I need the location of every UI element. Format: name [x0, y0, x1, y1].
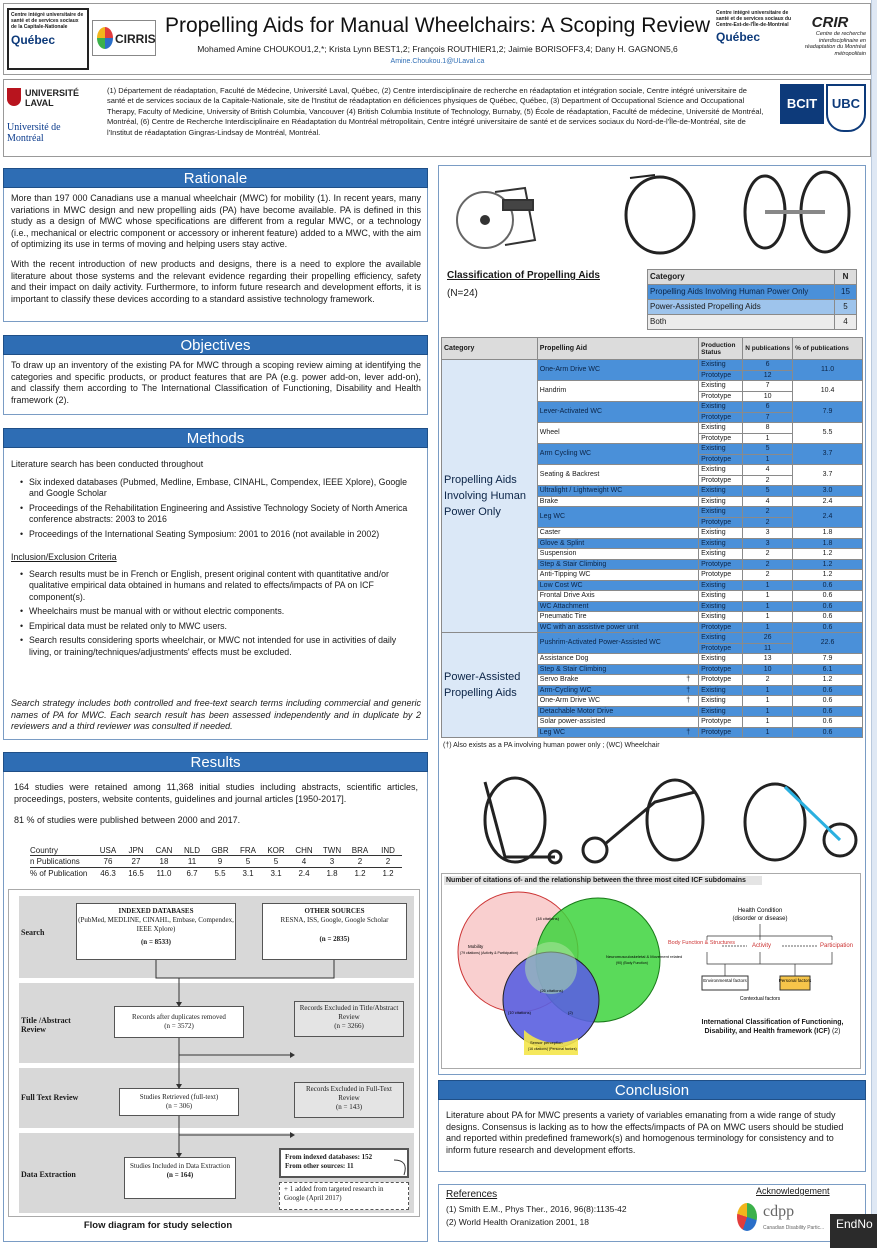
aid-cell: WC with an assistive power unit [537, 622, 698, 633]
window-edge [871, 0, 877, 1214]
n-cell: 12 [743, 370, 793, 381]
logo-laval: UNIVERSITÉ LAVAL [7, 86, 77, 112]
n-cell: 7 [743, 381, 793, 392]
status-cell: Prototype [699, 370, 743, 381]
country-cell: 1.8 [326, 869, 338, 878]
n-cell: 1 [743, 727, 793, 738]
endnote-taskbar-button[interactable]: EndNo [830, 1214, 877, 1248]
n-cell: 2 [743, 570, 793, 581]
criteria-list [11, 569, 416, 659]
lever-drive-wheels-icon [745, 172, 849, 252]
country-row-label: n Publications [30, 857, 80, 866]
rationale-p1: More than 197 000 Canadians use a manual wheelchair (MWC) for mobility (1). In recent years, many variations in MWC design and new propelling aids (PA) have become available. PA is defined in this study as a design of MWC whose specifications are different from a regular MWC, or a technology (i.e., mechanical or electric component or accessory or inherent feature) added to a MWC, with the aim of optimizing its use in terms of moving and helping users stay active. [11, 193, 421, 249]
pct-cell: 3.7 [793, 444, 863, 465]
n-cell: 7 [743, 412, 793, 423]
references-title: References [446, 1189, 498, 1200]
n-cell: 5 [743, 444, 793, 455]
poster-title: Propelling Aids for Manual Wheelchairs: A Scoping Review [164, 14, 711, 37]
aid-cell: Caster [537, 528, 698, 539]
logo-montreal: Université de Montréal [7, 122, 61, 144]
wheelchair-photos-middle [445, 762, 860, 870]
flow-caption: Flow diagram for study selection [83, 1220, 233, 1231]
svg-text:Health Condition: Health Condition [737, 908, 783, 914]
source-item: • Six indexed databases (Pubmed, Medline, Embase, CINAHL, Compendex, IEEE Xplore), Google and Google Scholar [19, 477, 416, 500]
aid-cell: Suspension [537, 549, 698, 560]
country-cell: USA [99, 846, 117, 855]
svg-text:(26 citations): (26 citations) [540, 988, 563, 993]
logo-cirris: CIRRIS [92, 20, 156, 56]
n-cell: 1 [743, 717, 793, 728]
status-cell: Prototype [699, 727, 743, 738]
conclusion-text: Literature about PA for MWC presents a variety of variables emanating from a wide range of study designs. Consensus is lacking as to how the effects/impacts of PA on MWC users should be studied and reported within predefined framework(s) and homogenous terminology for consistency and to inform future research and development efforts. [446, 1110, 844, 1155]
country-cell: 4 [301, 857, 307, 866]
status-cell: Existing [699, 496, 743, 507]
affiliations-text: (1) Département de réadaptation, Faculté de Médecine, Université Laval, Québec, (2) Centre interdisciplinaire de recherche en réadaptation et intégration sociale, Centre intégré universitaire de santé et de services sociaux de la Capitale-Nationale, site de l'Institut de réadaptation en déficiences physiques de Québec, Québec, (3) Department of Occupational Science and Occupational Therapy, Faculty of Medicine, University of British Columbia, Vancouver (4) British Columbia Institute of Technology, Burnaby, (5) École de réadaptation, Faculté de médecine, Université de Montréal, Montréal, (6) Centre de Recherche Interdisciplinaire en Réadaptation du Montréal métropolitain, Centre intégré universitaire de santé et de services sociaux du Nord-de-l'Île-de-Montréal, site de l'Institut de réadaptation Gingras-Lindsay de Montréal, Montréal. [107, 86, 764, 137]
svg-text:(90) (Body Function): (90) (Body Function) [616, 961, 648, 965]
n-cell: 1 [743, 685, 793, 696]
results-p2: 81 % of studies were published between 2000 and 2017. [14, 815, 241, 825]
n-cell: 1 [743, 696, 793, 707]
criteria-title: Inclusion/Exclusion Criteria [11, 552, 117, 562]
n-cell: 1 [743, 591, 793, 602]
flow-arrows [9, 890, 421, 1218]
aid-cell: Low Cost WC [537, 580, 698, 591]
status-cell: Existing [699, 654, 743, 665]
aid-cell: Leg WC [537, 507, 698, 528]
pct-cell: 0.6 [793, 685, 863, 696]
classification-n: (N=24) [447, 288, 478, 299]
pct-cell: 1.8 [793, 538, 863, 549]
aid-cell: Step & Stair Climbing [537, 559, 698, 570]
country-cell: 3 [329, 857, 335, 866]
aid-cell: One-Arm Drive WC [537, 360, 698, 381]
country-cell: 2 [357, 857, 363, 866]
aid-cell: Handrim [537, 381, 698, 402]
methods-intro: Literature search has been conducted throughout [11, 459, 204, 469]
status-cell: Prototype [699, 675, 743, 686]
country-cell: 2 [385, 857, 391, 866]
logo-bcit: BCIT [780, 84, 824, 124]
country-cell: NLD [183, 846, 200, 855]
aid-cell: Seating & Backrest [537, 465, 698, 486]
category-cell: Power-Assisted Propelling Aids [442, 633, 538, 738]
country-cell: IND [381, 846, 395, 855]
n-cell: 3 [743, 538, 793, 549]
country-table [30, 845, 402, 878]
svg-text:Environmental factors: Environmental factors [703, 978, 747, 983]
venn-diagram [448, 890, 683, 1065]
n-cell: 10 [743, 391, 793, 402]
svg-text:Neuromusculoskeletal & Movemen: Neuromusculoskeletal & Movement related [606, 954, 683, 959]
status-cell: Existing [699, 633, 743, 644]
svg-text:Activity: Activity [752, 943, 772, 949]
n-cell: 1 [743, 612, 793, 623]
dagger-mark: † [686, 697, 691, 704]
status-cell: Prototype [699, 664, 743, 675]
country-cell: 27 [131, 857, 141, 866]
n-cell: 1 [743, 580, 793, 591]
pct-cell: 6.1 [793, 664, 863, 675]
aid-cell: Ultralight / Lightweight WC [537, 486, 698, 497]
status-cell: Existing [699, 507, 743, 518]
status-cell: Existing [699, 486, 743, 497]
aid-cell: Assistance Dog [537, 654, 698, 665]
n-cell: 3 [743, 528, 793, 539]
source-item: • Proceedings of the Rehabilitation Engineering and Assistive Technology Society of North America conference abstracts: 2003 to 2016 [19, 503, 416, 526]
country-table-row [30, 867, 402, 878]
status-cell: Existing [699, 591, 743, 602]
svg-text:(79 citations) (Activity & Par: (79 citations) (Activity & Participation) [460, 951, 518, 955]
country-cell: 46.3 [100, 869, 116, 878]
country-cell: CAN [155, 846, 173, 855]
aid-cell: Pneumatic Tire [537, 612, 698, 623]
country-cell: TWN [322, 846, 342, 855]
results-heading: Results [3, 752, 428, 772]
aid-cell: Glove & Splint [537, 538, 698, 549]
handrim-icon [626, 175, 694, 253]
conclusion-heading: Conclusion [438, 1080, 866, 1100]
classification-title: Classification of Propelling Aids [447, 270, 600, 281]
status-cell: Existing [699, 360, 743, 371]
table-row [442, 360, 863, 371]
category-cell: Propelling Aids Involving Human Power Only [442, 360, 538, 633]
n-cell: 11 [743, 643, 793, 654]
logo-cdpp: cdpp Canadian Disability Partic... [735, 1199, 835, 1239]
n-cell: 2 [743, 475, 793, 486]
logo-crir: CRIR Centre de recherche interdisciplinaire en réadaptation du Montréal métropolitain [804, 14, 866, 57]
svg-text:(2): (2) [568, 1010, 573, 1015]
reference-item: (1) Smith E.M., Phys Ther., 2016, 96(8):1135-42 [446, 1204, 627, 1214]
aid-cell: Servo Brake † [537, 675, 698, 686]
full-text-box: Studies Retrieved (full-text) (n = 306) [119, 1088, 239, 1116]
pct-cell: 0.6 [793, 696, 863, 707]
pct-cell: 0.6 [793, 717, 863, 728]
lever-wheelchair-icon [457, 188, 535, 248]
stage-data-extraction: Data Extraction [21, 1170, 76, 1179]
n-cell: 1 [743, 601, 793, 612]
pct-cell: 3.0 [793, 486, 863, 497]
country-cell: 3.1 [242, 869, 254, 878]
aid-cell: Leg WC † [537, 727, 698, 738]
pct-cell: 0.6 [793, 612, 863, 623]
pct-cell: 7.9 [793, 402, 863, 423]
front-wheel-wheelchair-icon [583, 780, 703, 862]
status-cell: Existing [699, 528, 743, 539]
stage-title-abstract: Title /Abstract Review [21, 1016, 71, 1034]
n-cell: 2 [743, 675, 793, 686]
status-cell: Existing [699, 580, 743, 591]
country-cell: GBR [211, 846, 229, 855]
pct-cell: 11.0 [793, 360, 863, 381]
methods-sources [11, 477, 416, 541]
country-cell: 9 [217, 857, 223, 866]
venn-title: Number of citations of- and the relationship between the three most cited ICF subdomains [444, 876, 762, 885]
n-cell: 4 [743, 496, 793, 507]
criteria-item: • Wheelchairs must be manual with or without electric components. [19, 606, 416, 618]
logo-ubc: UBC [826, 84, 866, 132]
country-cell: FRA [240, 846, 256, 855]
stage-full-text: Full Text Review [21, 1093, 79, 1102]
aid-cell: Solar power-assisted [537, 717, 698, 728]
objectives-heading: Objectives [3, 335, 428, 355]
icf-caption: International Classification of Functioning, Disability, and Health framework (ICF) (2) [701, 1019, 844, 1035]
objectives-text: To draw up an inventory of the existing PA for MWC through a scoping review aiming at identifying the categories and specific products, or product features that are PA (e.g. power add-on, lever add-on), and classify them according to The International Classification of Functioning, Disability and Health framework (2). [11, 360, 421, 405]
country-cell: 5 [245, 857, 251, 866]
n-cell: 1 [743, 454, 793, 465]
dagger-mark: † [686, 686, 691, 694]
pct-cell: 0.6 [793, 601, 863, 612]
country-cell: 6.7 [186, 869, 198, 878]
n-cell: 6 [743, 360, 793, 371]
status-cell: Existing [699, 444, 743, 455]
pct-cell: 0.6 [793, 580, 863, 591]
n-cell: 4 [743, 465, 793, 476]
table-row [442, 633, 863, 644]
indexed-databases-box: INDEXED DATABASES (PubMed, MEDLINE, CINAHL, Embase, Compendex, IEEE Xplore) (n = 8533) [76, 903, 236, 960]
aid-cell: Anti-Tipping WC [537, 570, 698, 581]
aid-cell: Detachable Motor Drive [537, 706, 698, 717]
country-cell: 16.5 [128, 869, 144, 878]
status-cell: Prototype [699, 570, 743, 581]
pct-cell: 22.6 [793, 633, 863, 654]
status-cell: Existing [699, 538, 743, 549]
status-cell: Existing [699, 706, 743, 717]
status-cell: Prototype [699, 717, 743, 728]
country-cell: 11 [187, 857, 197, 866]
n-cell: 10 [743, 664, 793, 675]
aid-cell: Wheel [537, 423, 698, 444]
pct-cell: 7.9 [793, 654, 863, 665]
n-cell: 13 [743, 654, 793, 665]
excluded-title-box: Records Excluded in Title/Abstract Review (n = 3266) [294, 1001, 404, 1037]
n-cell: 2 [743, 517, 793, 528]
author-email[interactable]: Amine.Choukou.1@ULaval.ca [390, 58, 485, 65]
table-footnote: (†) Also exists as a PA involving human power only ; (WC) Wheelchair [443, 742, 660, 749]
pct-cell: 1.2 [793, 675, 863, 686]
added-note-box: + 1 added from targeted research in Google (April 2017) [279, 1182, 409, 1210]
results-p1: 164 studies were retained among 11,368 initial studies including abstracts, scientific articles, proceedings, posters, website contents, guidelines and journal articles [1950-2017]. [14, 782, 418, 804]
status-cell: Existing [699, 381, 743, 392]
poster-authors: Mohamed Amine CHOUKOU1,2,*; Krista Lynn BEST1,2; François ROUTHIER1,2; Jaimie BORISOFF3,4; Dany H. GAGNON5,6 [197, 44, 678, 54]
status-cell: Prototype [699, 559, 743, 570]
dagger-mark: † [686, 676, 691, 683]
pct-cell: 1.2 [793, 559, 863, 570]
pct-cell: 10.4 [793, 381, 863, 402]
manual-wheelchair-icon [485, 778, 561, 863]
n-cell: 26 [743, 633, 793, 644]
country-cell: 1.2 [382, 869, 394, 878]
svg-text:(disorder or disease): (disorder or disease) [732, 916, 788, 922]
country-cell: 5.5 [214, 869, 226, 878]
n-cell: 8 [743, 423, 793, 434]
svg-text:Sensor perception: Sensor perception [530, 1040, 563, 1045]
aid-cell: Step & Stair Climbing [537, 664, 698, 675]
rationale-p2: With the recent introduction of new products and designs, there is a need to explore the available literature about those systems and the relevant evidence regarding their propelling efficiency, safety and their impact on daily activity. Furthermore, to inform future research and development efforts, it is important to classify these devices according to a standard assistive technology framework. [11, 259, 421, 304]
reference-item: (2) World Health Oranization 2001, 18 [446, 1217, 590, 1227]
aid-cell: WC Attachment [537, 601, 698, 612]
cdpp-figure-icon [737, 1203, 757, 1231]
duplicates-removed-box: Records after duplicates removed (n = 3572) [114, 1006, 244, 1038]
country-cell: KOR [267, 846, 285, 855]
propelling-aids-table: Category Propelling Aid Production Status N publications % of publications Propelling Aids Involving Human Power Only One-Arm Drive WC Existing 6 11.0 Prototype 12 Handrim Existing 7 10.4 Prototype 10 Lever-Activated WC Existing 6 7.9 Prototype 7 Wheel Existing 8 5.5 Prototype 1 Arm Cycling WC Existing 5 3.7 Prototype 1 Seating & Backrest Existing 4 3.7 Prototype 2 Ultralight / Lightweight WC Existing 5 3.0 Brake Existing 4 2.4 Leg WC Existing 2 2.4 Prototype 2 Caster Existing 3 1.8 Glove & Splint Existing 3 1.8 Suspension Existing 2 1.2 Step & Stair Climbing Prototype 2 1.2 Anti-Tipping WC Prototype 2 1.2 Low Cost WC Existing 1 0.6 Frontal Drive Axis Existing 1 0.6 WC Attachment Existing 1 0.6 Pneumatic Tire Existing 1 0.6 WC with an assistive power unit Prototype 1 0.6 Power-Assisted Propelling Aids Pushrim-Activated Power-Assisted WC Existing 26 22.6 Prototype 11 Assistance Dog Existing 13 7.9 Step & Stair Climbing Prototype 10 6.1 Servo Brake † Prototype 2 1.2 Arm-Cycling WC † Existing 1 0.6 One-Arm Drive WC † Existing 1 0.6 Detachable Motor Drive Existing 1 0.6 Solar power-assisted Prototype 1 0.6 Leg WC † Prototype 1 0.6 [441, 337, 863, 738]
country-cell: CHN [295, 846, 313, 855]
country-table-row [30, 845, 402, 856]
pct-cell: 1.2 [793, 570, 863, 581]
svg-text:(10 citations): (10 citations) [508, 1010, 531, 1015]
country-cell: 5 [273, 857, 279, 866]
criteria-item: • Search results considering sports wheelchair, or MWC not intended for use in activities of daily living, or training/techniques/adjustments' effects must be excluded. [19, 635, 416, 658]
status-cell: Existing [699, 402, 743, 413]
source-item: • Proceedings of the International Seating Symposium: 2001 to 2016 (not available in 2002) [19, 529, 416, 541]
status-cell: Prototype [699, 475, 743, 486]
country-cell: JPN [128, 846, 144, 855]
country-row-label: % of Publication [30, 869, 88, 878]
country-cell: 11.0 [156, 869, 172, 878]
n-cell: 5 [743, 486, 793, 497]
svg-text:Contextual factors: Contextual factors [739, 996, 781, 1002]
criteria-item: • Empirical data must be related only to MWC users. [19, 621, 416, 633]
methods-strategy: Search strategy includes both controlled and free-text search terms including commercial and generic names of PA for MWC. Each search result has been assessed independently and in duplicate by 2 reviewers and a third reviewer was consulted if needed. [11, 698, 421, 731]
country-cell: 18 [159, 857, 169, 866]
status-cell: Prototype [699, 391, 743, 402]
methods-body [11, 459, 416, 661]
svg-text:Body Function & Structures: Body Function & Structures [668, 940, 735, 946]
n-cell: 1 [743, 433, 793, 444]
status-cell: Prototype [699, 517, 743, 528]
svg-text:(16 citations) (Personal facto: (16 citations) (Personal factors) [528, 1047, 577, 1051]
aid-cell: Arm-Cycling WC † [537, 685, 698, 696]
cirris-figure-icon [97, 27, 113, 49]
status-cell: Prototype [699, 643, 743, 654]
pct-cell: 0.6 [793, 591, 863, 602]
status-cell: Prototype [699, 622, 743, 633]
pct-cell: 5.5 [793, 423, 863, 444]
summary-table: Category N Propelling Aids Involving Human Power Only 15 Power-Assisted Propelling Aids 5 Both 4 [647, 269, 857, 330]
country-cell: 1.2 [354, 869, 366, 878]
status-cell: Existing [699, 423, 743, 434]
n-cell: 2 [743, 549, 793, 560]
country-row-label: Country [30, 846, 59, 855]
status-cell: Existing [699, 612, 743, 623]
status-cell: Prototype [699, 433, 743, 444]
svg-text:Mobility: Mobility [468, 944, 484, 949]
icf-framework-diagram [662, 902, 858, 1012]
pct-cell: 2.4 [793, 496, 863, 507]
aid-cell: Arm Cycling WC [537, 444, 698, 465]
n-cell: 2 [743, 507, 793, 518]
flow-diagram [8, 889, 420, 1217]
aid-cell: Lever-Activated WC [537, 402, 698, 423]
n-cell: 2 [743, 559, 793, 570]
stage-search: Search [21, 928, 45, 937]
pct-cell: 0.6 [793, 706, 863, 717]
aid-cell: Pushrim-Activated Power-Assisted WC [537, 633, 698, 654]
pct-cell: 0.6 [793, 727, 863, 738]
included-sources-box: From indexed databases: 152 From other sources: 11 [279, 1148, 409, 1178]
pct-cell: 1.8 [793, 528, 863, 539]
status-cell: Existing [699, 696, 743, 707]
n-cell: 1 [743, 622, 793, 633]
country-cell: 76 [103, 857, 113, 866]
aid-cell: Brake [537, 496, 698, 507]
aid-cell: Frontal Drive Axis [537, 591, 698, 602]
aid-cell: One-Arm Drive WC † [537, 696, 698, 707]
n-cell: 6 [743, 402, 793, 413]
country-table-row [30, 856, 402, 867]
acknowledgement-title: Acknowledgement [756, 1186, 830, 1196]
pct-cell: 3.7 [793, 465, 863, 486]
svg-text:Personal factors: Personal factors [778, 978, 812, 983]
pct-cell: 0.6 [793, 622, 863, 633]
country-cell: BRA [351, 846, 369, 855]
power-add-on-wheelchair-icon [745, 784, 856, 860]
included-box: Studies Included in Data Extraction (n = 164) [124, 1157, 236, 1199]
rationale-heading: Rationale [3, 168, 428, 188]
status-cell: Existing [699, 549, 743, 560]
wheelchair-photos-top [445, 170, 860, 260]
pct-cell: 2.4 [793, 507, 863, 528]
pct-cell: 1.2 [793, 549, 863, 560]
other-sources-box: OTHER SOURCES RESNA, ISS, Google, Google Scholar (n = 2835) [262, 903, 407, 960]
laval-crest-icon [7, 88, 21, 106]
status-cell: Prototype [699, 412, 743, 423]
excluded-fulltext-box: Records Excluded in Full-Text Review (n = 143) [294, 1082, 404, 1118]
logo-ciusss-capitale: Centre intégré universitaire de santé et de services sociaux de la Capitale-Nationale Québec [7, 8, 89, 70]
dagger-mark: † [686, 728, 691, 736]
status-cell: Existing [699, 465, 743, 476]
svg-text:Participation: Participation [820, 943, 854, 949]
status-cell: Existing [699, 601, 743, 612]
country-cell: 2.4 [298, 869, 310, 878]
status-cell: Existing [699, 685, 743, 696]
svg-text:(18 citations): (18 citations) [536, 916, 559, 921]
country-cell: 3.1 [270, 869, 282, 878]
logo-ciusss-est: Centre intégré universitaire de santé et de services sociaux du Centre-Est-de-l'Île-de-Montréal Québec [716, 10, 792, 44]
criteria-item: • Search results must be in French or English, present original content with quantitative and/or qualitative empirical data obtained in humans and related to effects/impacts of PA on ICF component(s). [19, 569, 416, 604]
n-cell: 1 [743, 706, 793, 717]
methods-heading: Methods [3, 428, 428, 448]
status-cell: Prototype [699, 454, 743, 465]
